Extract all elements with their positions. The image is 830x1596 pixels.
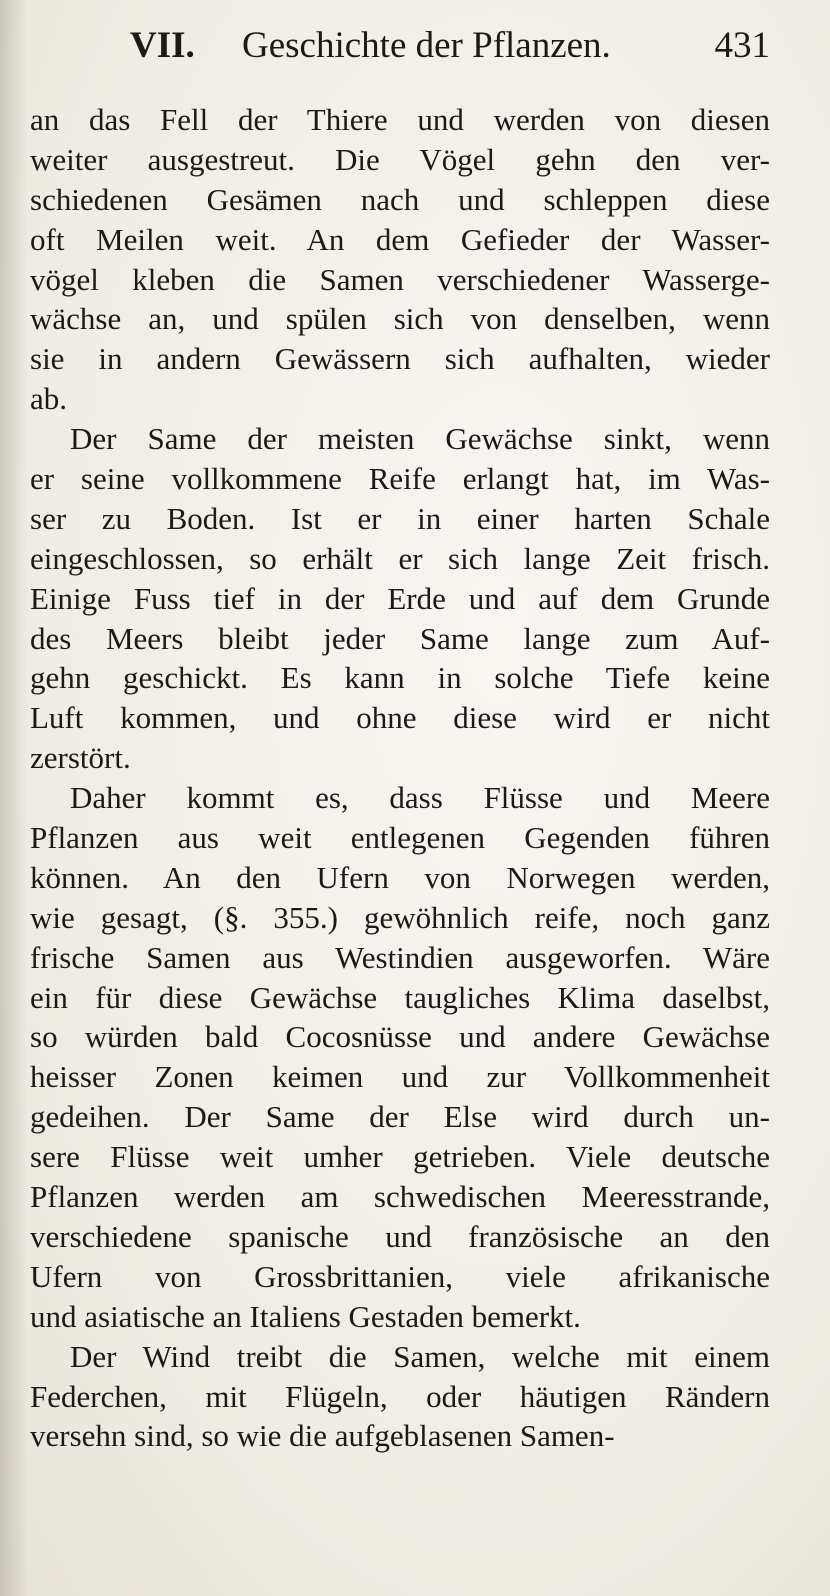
text-line: und asiatische an Italiens Gestaden bemerkt. (30, 1298, 581, 1334)
text-line: frische Samen aus Westindien ausgeworfen. Wäre (30, 939, 770, 975)
text-line: des Meers bleibt jeder Same lange zum Auf- (30, 620, 770, 656)
page-gutter-shadow (0, 0, 28, 1596)
text-line: an das Fell der Thiere und werden von diesen (30, 102, 770, 137)
paragraph (30, 100, 770, 419)
text-line: wächse an, und spülen sich von denselben, wenn (30, 301, 770, 337)
text-line: Luft kommen, und ohne diese wird er nicht (30, 700, 770, 736)
text-line: schiedenen Gesämen nach und schleppen diese (30, 181, 770, 217)
body-text (30, 100, 770, 1456)
text-line: versehn sind, so wie die aufgeblasenen Samen- (30, 1418, 615, 1454)
text-line: Einige Fuss tief in der Erde und auf dem Grunde (30, 580, 770, 616)
text-line: zerstört. (30, 740, 131, 776)
paragraph (30, 778, 770, 1336)
page-number: 431 (714, 25, 770, 66)
text-line: vögel kleben die Samen verschiedener Wasserge- (30, 261, 770, 297)
text-line: ab. (30, 381, 68, 417)
text-line: oft Meilen weit. An dem Gefieder der Wasser- (30, 221, 770, 257)
chapter-title: Geschichte der Pflanzen. (242, 25, 611, 66)
chapter-number: VII. (130, 25, 195, 66)
paragraph (30, 419, 770, 778)
text-line: gedeihen. Der Same der Else wird durch un- (30, 1099, 770, 1135)
text-line: weiter ausgestreut. Die Vögel gehn den ver- (30, 141, 770, 177)
text-line: können. An den Ufern von Norwegen werden, (30, 859, 770, 895)
text-line: sie in andern Gewässern sich aufhalten, wieder (30, 341, 770, 377)
text-line: Der Same der meisten Gewächse sinkt, wenn (70, 421, 770, 457)
text-line: verschiedene spanische und französische an den (30, 1218, 770, 1254)
text-line: so würden bald Cocosnüsse und andere Gewächse (30, 1019, 770, 1055)
paragraph (30, 1337, 770, 1457)
text-line: Pflanzen werden am schwedischen Meeresstrande, (30, 1179, 770, 1215)
running-header (70, 20, 770, 72)
text-line: ser zu Boden. Ist er in einer harten Schale (30, 500, 770, 536)
text-line: gehn geschickt. Es kann in solche Tiefe keine (30, 660, 770, 696)
text-line: heisser Zonen keimen und zur Vollkommenheit (30, 1059, 770, 1095)
text-line: Federchen, mit Flügeln, oder häutigen Rändern (30, 1378, 770, 1414)
text-line: eingeschlossen, so erhält er sich lange Zeit frisch. (30, 540, 770, 576)
text-line: Ufern von Grossbrittanien, viele afrikanische (30, 1258, 770, 1294)
text-line: sere Flüsse weit umher getrieben. Viele deutsche (30, 1139, 770, 1175)
text-line: wie gesagt, (§. 355.) gewöhnlich reife, noch ganz (30, 899, 770, 935)
text-line: Daher kommt es, dass Flüsse und Meere (70, 780, 770, 816)
text-line: ein für diese Gewächse taugliches Klima daselbst, (30, 979, 770, 1015)
text-line: Der Wind treibt die Samen, welche mit einem (70, 1338, 770, 1374)
text-line: Pflanzen aus weit entlegenen Gegenden führen (30, 820, 770, 856)
text-line: er seine vollkommene Reife erlangt hat, im Was- (30, 461, 770, 497)
